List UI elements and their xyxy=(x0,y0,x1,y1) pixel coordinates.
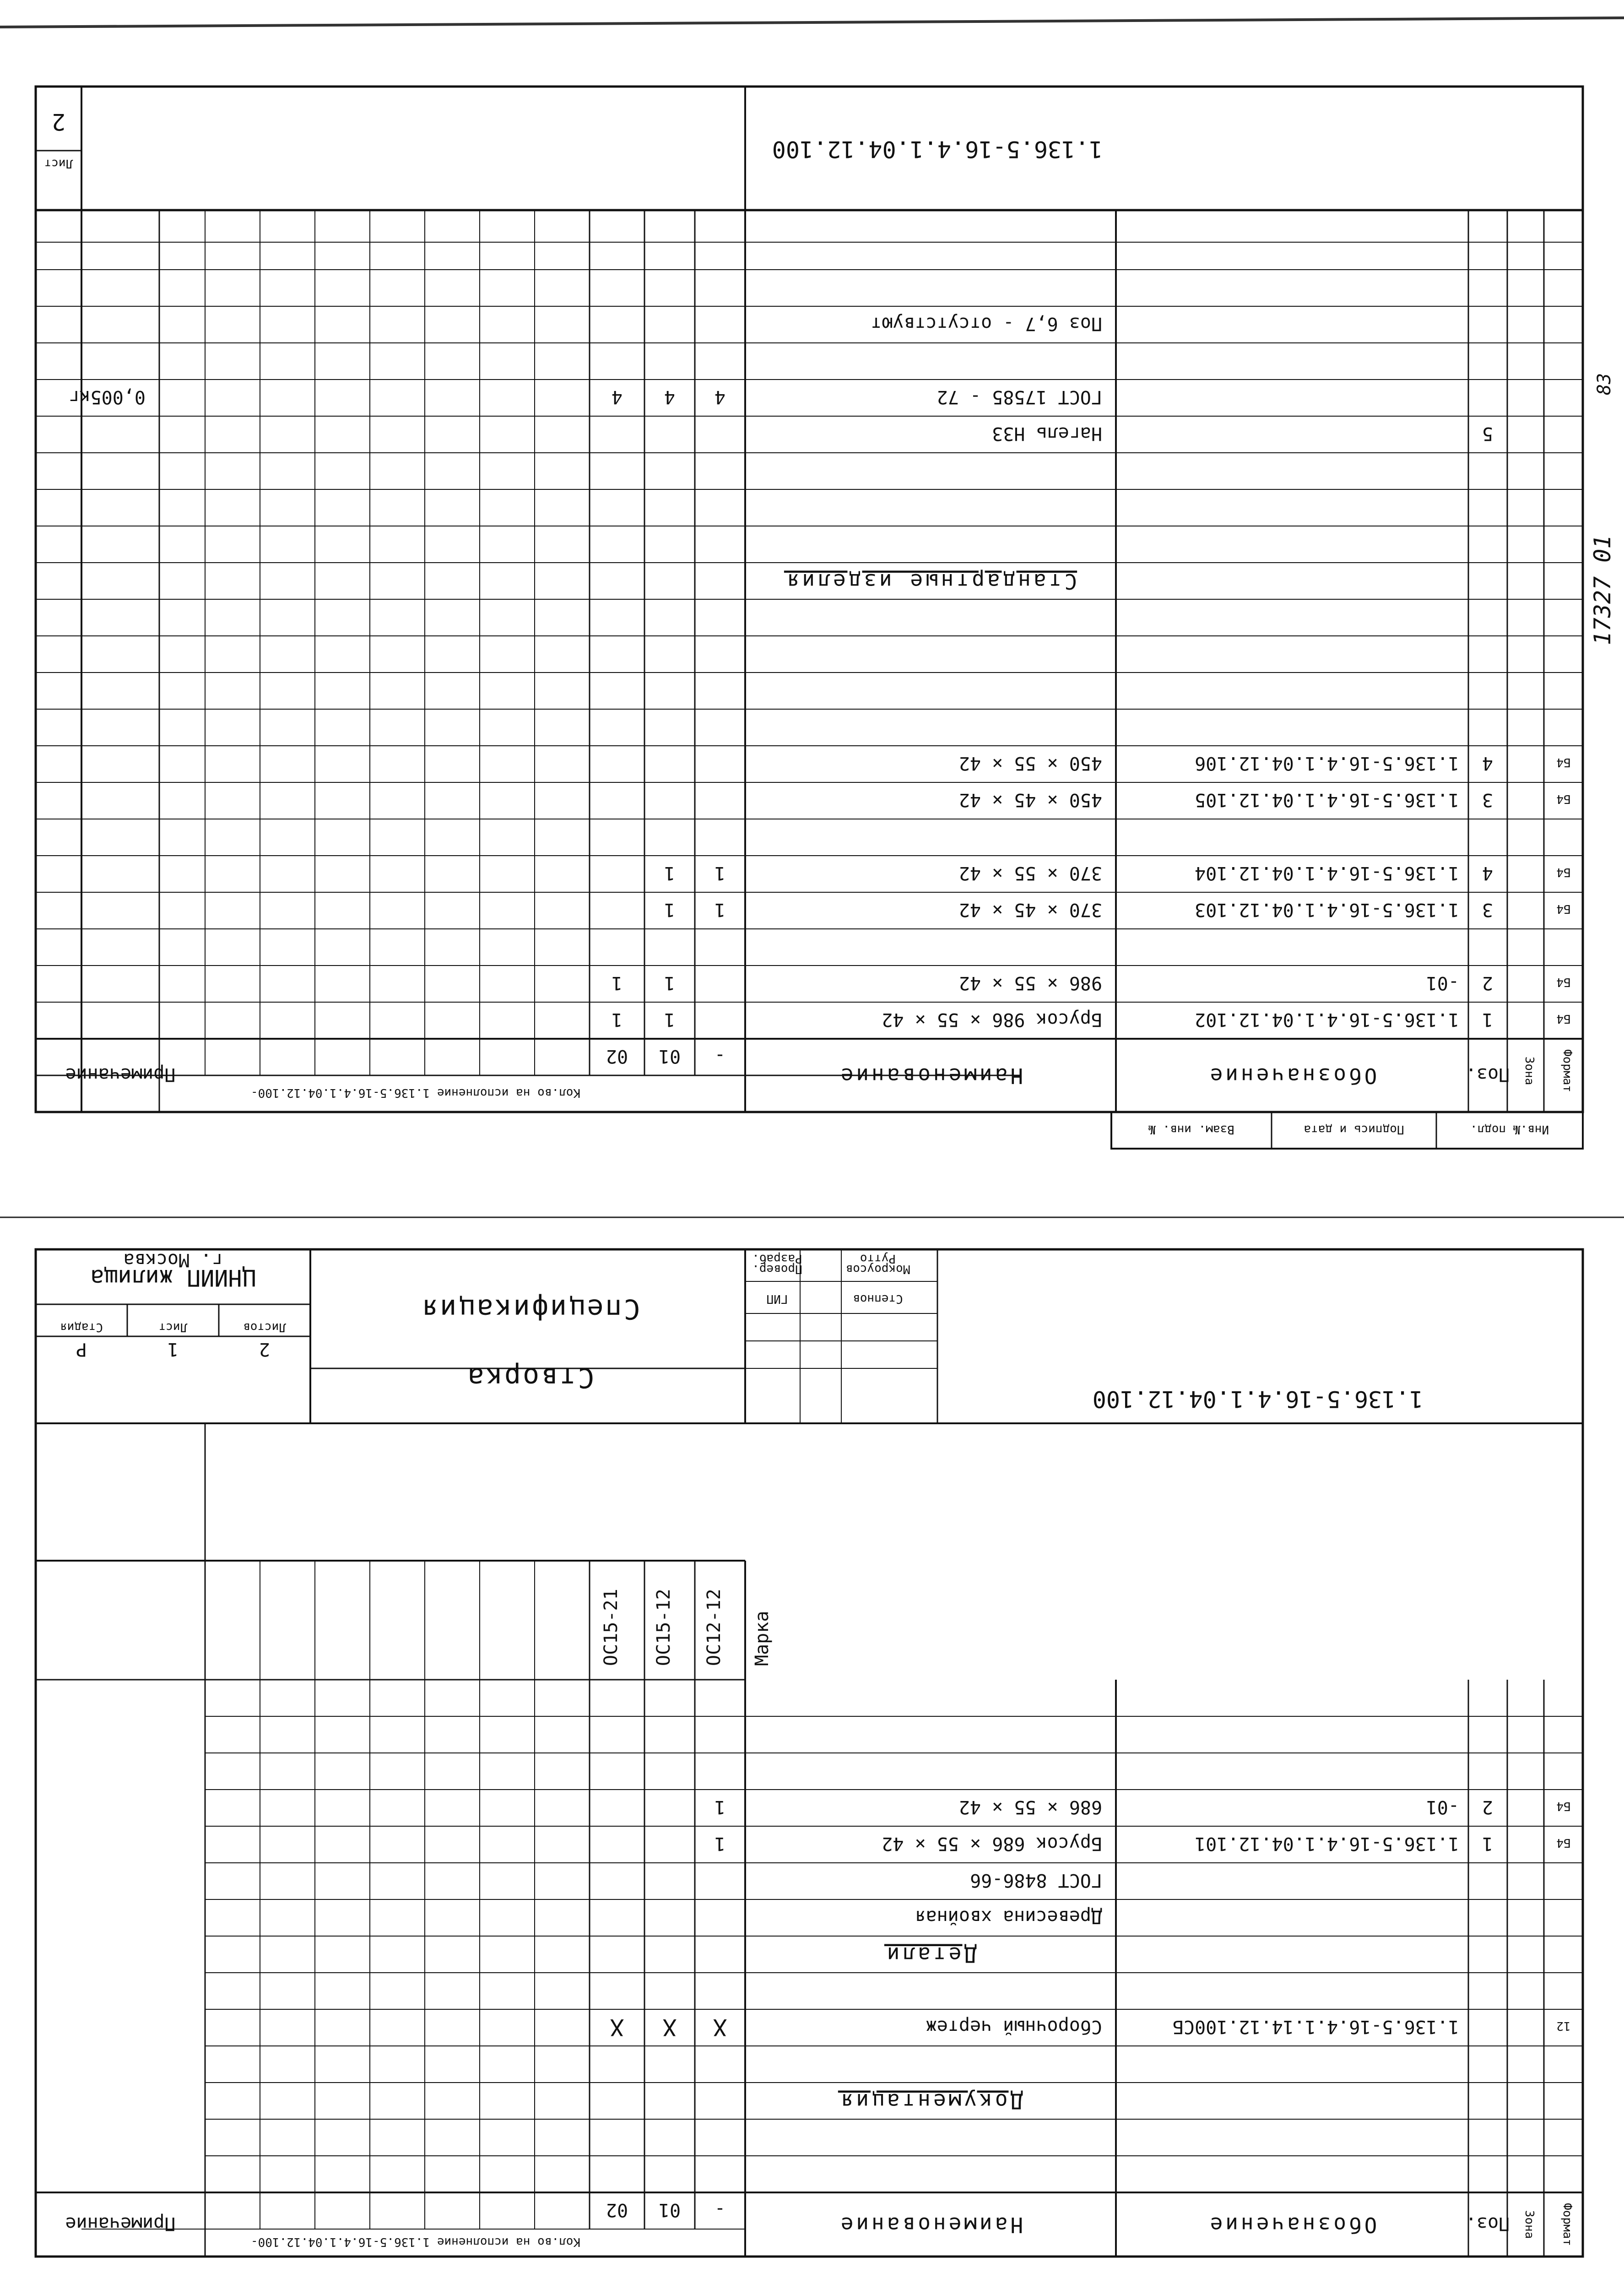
table-row xyxy=(959,753,1571,774)
svg-text:2: 2 xyxy=(1482,972,1494,993)
row-designation: 1.136.5-16.4.1.04.12.104 xyxy=(1195,863,1459,884)
section-documentation: Документация xyxy=(838,2089,1023,2114)
archive-number: 17327 01 xyxy=(1589,535,1616,646)
product-name: Створка xyxy=(466,1362,595,1394)
svg-text:3: 3 xyxy=(1482,789,1494,810)
row-designation: 1.136.5-16.4.1.04.12.101 xyxy=(1195,1833,1459,1854)
upper-row-lines xyxy=(36,242,1583,1002)
document-code: 1.136.5-16.4.1.04.12.100 xyxy=(1092,1386,1424,1412)
svg-text:Б4: Б4 xyxy=(1556,755,1571,769)
header-designation: Обозначение xyxy=(1207,2213,1377,2237)
row-designation: 1.136.5-16.4.1.04.12.103 xyxy=(1195,899,1459,920)
row-designation: 1.136.5-16.4.1.04.12.105 xyxy=(1195,789,1459,810)
sheet-label: Лист xyxy=(158,1320,188,1334)
svg-text:1: 1 xyxy=(714,1833,726,1854)
header-name: Наименование xyxy=(838,2213,1023,2237)
svg-text:4: 4 xyxy=(714,386,726,407)
svg-text:X: X xyxy=(610,2014,624,2040)
absent-positions-note: Поз 6,7 - отсутствуют xyxy=(871,313,1102,334)
svg-text:1: 1 xyxy=(1482,1833,1494,1854)
side-field-sign: Подпись и дата xyxy=(1304,1123,1404,1136)
table-row xyxy=(664,863,1571,884)
svg-text:Б4: Б4 xyxy=(1556,792,1571,806)
document-type: Спецификация xyxy=(420,1293,640,1325)
scan-edge xyxy=(0,18,1624,27)
row-designation: 1.136.5-16.4.1.04.12.106 xyxy=(1195,753,1459,774)
row-name: 450 × 55 × 42 xyxy=(958,753,1102,774)
signature-name: Рутто xyxy=(860,1252,896,1265)
header-variant-0: - xyxy=(714,1046,726,1067)
header-variant-1: 01 xyxy=(658,1046,681,1067)
hardware-mass: 0,005кг xyxy=(68,386,146,407)
svg-text:Провер.: Провер. xyxy=(752,1262,802,1276)
row-designation: -01 xyxy=(1426,972,1459,993)
signature-name: Степнов xyxy=(853,1292,903,1306)
svg-text:X: X xyxy=(713,2014,727,2040)
table-row xyxy=(959,789,1571,810)
row-name: 986 × 55 × 42 xyxy=(958,972,1102,993)
header-format: Формат xyxy=(1560,1049,1574,1092)
header-zone: Зона xyxy=(1522,2210,1536,2239)
side-field-replace: Взам. инв. № xyxy=(1148,1123,1234,1136)
upper-designation-code: 1.136.5-16.4.1.04.12.100 xyxy=(772,136,1103,163)
upper-sheet-label: Лист xyxy=(44,157,73,170)
row-name: 370 × 45 × 42 xyxy=(958,899,1102,920)
svg-text:1: 1 xyxy=(664,1009,676,1030)
table-row xyxy=(664,899,1571,920)
header-zone: Зона xyxy=(1522,1056,1536,1085)
lower-sheet-text xyxy=(60,1249,1574,2249)
sheets-value: 2 xyxy=(259,1339,271,1360)
svg-text:1: 1 xyxy=(611,1009,623,1030)
header-name: Наименование xyxy=(838,1063,1023,1088)
upper-sheet xyxy=(36,87,1583,1149)
margin-page-number: 83 xyxy=(1594,373,1615,396)
row-name: Сборочный чертеж xyxy=(926,2016,1102,2037)
organization: ЦНИИП жилища xyxy=(90,1264,256,1291)
svg-text:3: 3 xyxy=(1482,899,1494,920)
svg-text:1: 1 xyxy=(664,899,676,920)
table-row xyxy=(610,2014,1571,2040)
header-note: Примечание xyxy=(65,1064,176,1085)
svg-text:12: 12 xyxy=(1556,2019,1571,2033)
svg-text:4: 4 xyxy=(1482,753,1494,774)
upper-sheet-text xyxy=(44,109,1616,1136)
svg-text:1: 1 xyxy=(714,863,726,884)
row-designation: 1.136.5-16.4.1.14.12.100СБ xyxy=(1172,2016,1459,2037)
row-name: Брусок 986 × 55 × 42 xyxy=(882,1009,1102,1030)
material-standard: ГОСТ 8486-66 xyxy=(970,1870,1102,1891)
stage-label: Стадия xyxy=(60,1320,103,1334)
upper-sheet-number: 2 xyxy=(51,109,66,135)
header-qty-title: Кол.во на исполнение 1.136.5-16.4.1.04.12.100- xyxy=(250,1086,581,1100)
row-name: 370 × 55 × 42 xyxy=(958,863,1102,884)
row-name: Брусок 686 × 55 × 42 xyxy=(882,1833,1102,1854)
svg-text:1: 1 xyxy=(611,972,623,993)
hardware-pos: 5 xyxy=(1482,423,1494,444)
svg-text:Б4: Б4 xyxy=(1556,1836,1571,1850)
city: г. Москва xyxy=(123,1249,223,1270)
brand-2: ОС15-12 xyxy=(653,1589,674,1666)
svg-text:-: - xyxy=(714,2199,726,2220)
brand-1: ОС12-12 xyxy=(704,1589,725,1666)
sheets-label: Листов xyxy=(243,1320,286,1334)
svg-text:Б4: Б4 xyxy=(1556,975,1571,989)
header-pos: Поз. xyxy=(1465,1064,1510,1085)
svg-text:1: 1 xyxy=(1482,1009,1494,1030)
stage-value: Р xyxy=(76,1339,87,1360)
svg-text:X: X xyxy=(662,2014,677,2040)
header-pos: Поз. xyxy=(1465,2213,1510,2234)
side-field-inv: Инв.№ подл. xyxy=(1470,1123,1549,1136)
table-row xyxy=(715,1796,1571,1817)
row-designation: 1.136.5-16.4.1.04.12.102 xyxy=(1195,1009,1459,1030)
svg-text:Б4: Б4 xyxy=(1556,865,1571,879)
section-details: Детали xyxy=(884,1942,977,1967)
svg-text:Б4: Б4 xyxy=(1556,1799,1571,1813)
svg-text:Б4: Б4 xyxy=(1556,1012,1571,1025)
svg-text:1: 1 xyxy=(714,899,726,920)
sheet-value: 1 xyxy=(167,1339,179,1360)
svg-text:4: 4 xyxy=(1482,863,1494,884)
table-row xyxy=(612,972,1571,993)
svg-text:Разраб.: Разраб. xyxy=(752,1252,802,1265)
svg-text:4: 4 xyxy=(611,386,623,407)
header-note: Примечание xyxy=(65,2213,176,2234)
svg-text:02: 02 xyxy=(606,2199,628,2220)
brand-label: Марка xyxy=(752,1611,773,1666)
svg-text:01: 01 xyxy=(658,2199,681,2220)
header-variant-2: 02 xyxy=(606,1046,628,1067)
svg-text:Б4: Б4 xyxy=(1556,902,1571,916)
signature-name: Мокроусов xyxy=(845,1262,910,1276)
brand-3: ОС15-21 xyxy=(601,1589,622,1666)
svg-text:ГИП: ГИП xyxy=(766,1292,788,1306)
svg-text:2: 2 xyxy=(1482,1796,1494,1817)
svg-text:1: 1 xyxy=(664,972,676,993)
material-name: Древесина хвойная xyxy=(915,1906,1102,1927)
row-name: 686 × 55 × 42 xyxy=(958,1796,1102,1817)
header-format: Формат xyxy=(1560,2203,1574,2246)
svg-text:1: 1 xyxy=(714,1796,726,1817)
section-standard-items: Стандартные изделия xyxy=(784,569,1077,594)
row-designation: -01 xyxy=(1426,1796,1459,1817)
table-row xyxy=(715,1833,1571,1854)
header-qty-title: Кол.во на исполнение 1.136.5-16.4.1.04.12.100- xyxy=(250,2235,581,2249)
row-name: 450 × 45 × 42 xyxy=(958,789,1102,810)
table-row xyxy=(612,1009,1571,1030)
hardware-standard: ГОСТ 17585 - 72 xyxy=(937,386,1102,407)
header-designation: Обозначение xyxy=(1207,1063,1377,1088)
svg-text:1: 1 xyxy=(664,863,676,884)
svg-text:4: 4 xyxy=(664,386,676,407)
hardware-name: Нагель Н33 xyxy=(992,423,1102,444)
